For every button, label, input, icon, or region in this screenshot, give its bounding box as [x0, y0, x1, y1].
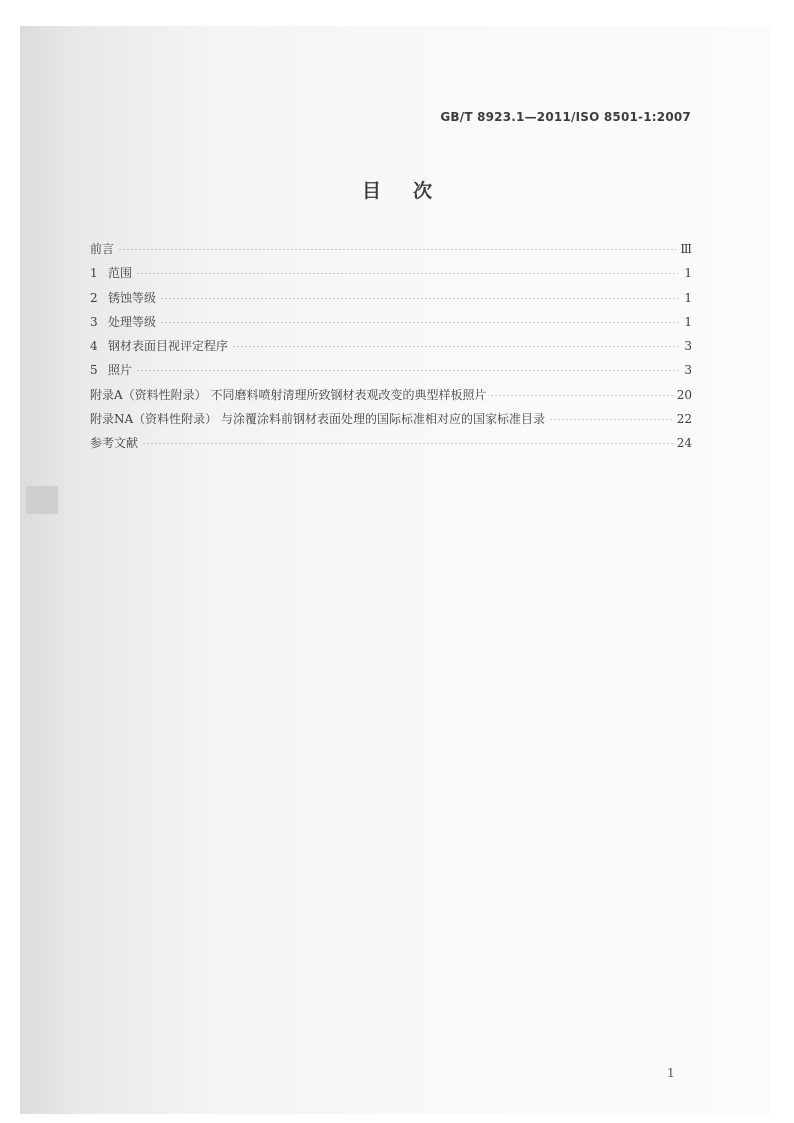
- toc-entry-label: [90, 289, 156, 306]
- toc-entry-scope[interactable]: [90, 264, 692, 288]
- toc-entry-number: 1: [90, 266, 98, 281]
- toc-entry-label: [90, 264, 132, 281]
- toc-entry-rust-grades[interactable]: [90, 289, 692, 313]
- toc-entry-label: [90, 313, 156, 330]
- dot-leader: [549, 419, 673, 420]
- dot-leader: [118, 249, 676, 250]
- dot-leader: [136, 370, 678, 371]
- toc-entry-title: 照片: [108, 363, 133, 378]
- toc-entry-title: 范围: [108, 266, 133, 281]
- toc-entry-label: [90, 434, 138, 451]
- page-title: 目次: [361, 180, 464, 202]
- standard-code: GB/T 8923.1—2011/ISO 8501-1:2007: [440, 110, 691, 124]
- toc-entry-annex-na[interactable]: [90, 410, 692, 434]
- toc-entry-page: 24: [676, 436, 692, 451]
- dot-leader: [232, 346, 678, 347]
- toc-entry-foreword[interactable]: [90, 240, 692, 264]
- toc-entry-title: 前言: [90, 242, 115, 256]
- toc-entry-page: 3: [684, 363, 692, 378]
- toc-entry-page: 1: [684, 290, 692, 305]
- toc-entry-number: 2: [90, 290, 98, 305]
- toc-entry-title: 附录A（资料性附录） 不同磨料喷射清理所致钢材表观改变的典型样板照片: [90, 387, 487, 402]
- dot-leader: [490, 395, 672, 396]
- dot-leader: [136, 273, 678, 274]
- toc-entry-preparation-grades[interactable]: [90, 313, 692, 337]
- scan-artifact: [26, 486, 58, 514]
- toc-entry-title: 处理等级: [108, 314, 157, 329]
- toc-entry-label: [90, 361, 132, 378]
- toc-entry-title: 锈蚀等级: [108, 290, 157, 305]
- table-of-contents: [90, 240, 692, 459]
- toc-entry-page: 1: [684, 314, 692, 329]
- toc-entry-bibliography[interactable]: [90, 434, 692, 458]
- dot-leader: [142, 443, 673, 444]
- toc-entry-label: [90, 386, 486, 403]
- toc-entry-page: 20: [676, 387, 692, 402]
- toc-entry-number: 3: [90, 314, 98, 329]
- toc-entry-label: [90, 410, 545, 427]
- toc-entry-title: 参考文献: [90, 436, 139, 451]
- toc-entry-label: [90, 240, 114, 257]
- toc-entry-page: 22: [676, 412, 692, 427]
- toc-entry-visual-assessment[interactable]: [90, 337, 692, 361]
- toc-entry-number: 5: [90, 363, 98, 378]
- toc-entry-label: [90, 337, 228, 354]
- toc-entry-number: 4: [90, 339, 98, 354]
- toc-entry-annex-a[interactable]: [90, 386, 692, 410]
- toc-entry-page: 1: [684, 266, 692, 281]
- toc-entry-title: 钢材表面目视评定程序: [108, 339, 229, 354]
- toc-entry-title: 附录NA（资料性附录） 与涂覆涂料前钢材表面处理的国际标准相对应的国家标准目录: [90, 412, 545, 427]
- page-number: 1: [667, 1066, 675, 1080]
- dot-leader: [160, 322, 678, 323]
- toc-entry-photographs[interactable]: [90, 361, 692, 385]
- toc-entry-page: Ⅲ: [680, 242, 692, 256]
- toc-entry-page: 3: [684, 339, 692, 354]
- dot-leader: [160, 298, 678, 299]
